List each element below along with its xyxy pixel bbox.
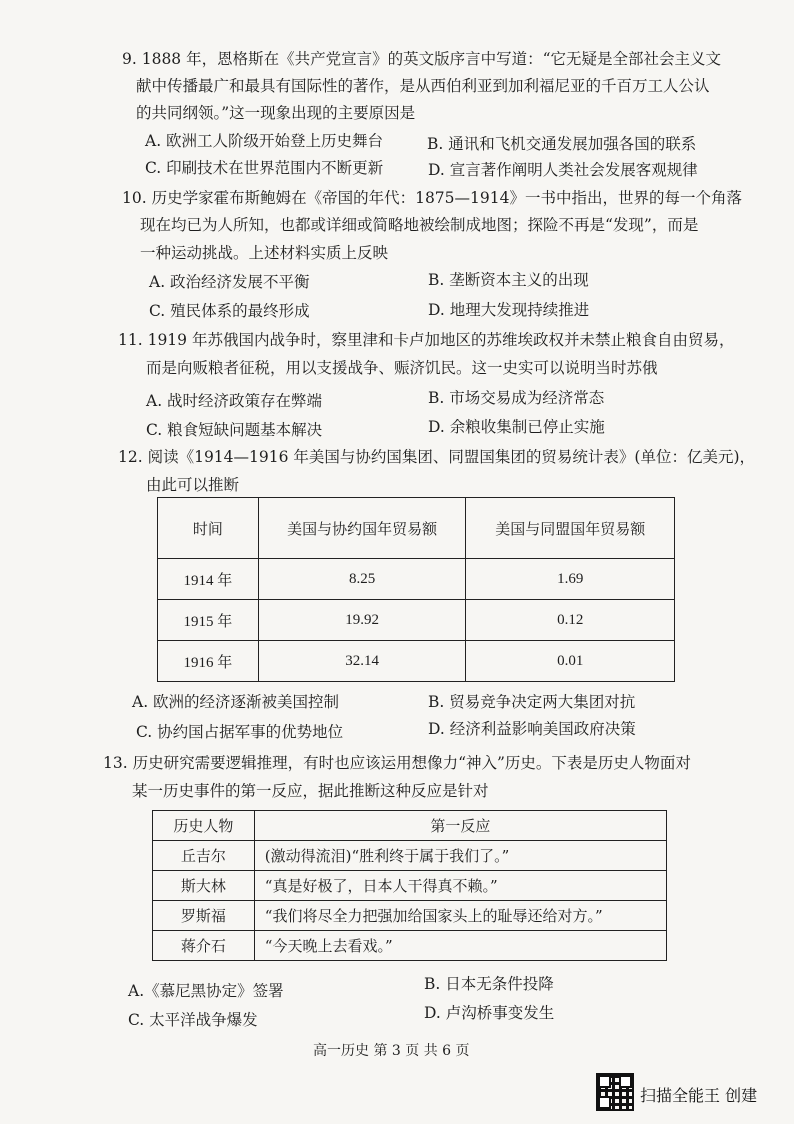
table-cell: 1914 年 [158, 559, 259, 600]
question-stem: 的共同纲领。”这一现象出现的主要原因是 [136, 104, 416, 122]
option-c: C. 协约国占据军事的优势地位 [136, 723, 344, 741]
table-cell: (激动得流泪)“胜利终于属于我们了。” [254, 841, 666, 871]
option-b: B. 通讯和飞机交通发展加强各国的联系 [427, 135, 697, 153]
table-cell: 斯大林 [153, 871, 255, 901]
table-row [153, 871, 667, 901]
table-cell: “真是好极了，日本人干得真不赖。” [254, 871, 666, 901]
question-stem: 12. 阅读《1914—1916 年美国与协约国集团、同盟国集团的贸易统计表》(单位：亿美元)， [118, 448, 755, 466]
option-a: A. 欧洲工人阶级开始登上历史舞台 [145, 132, 384, 150]
option-c: C. 太平洋战争爆发 [128, 1011, 258, 1029]
option-a: A. 政治经济发展不平衡 [149, 273, 310, 291]
column-header: 时间 [158, 498, 259, 559]
table-cell: 1916 年 [158, 641, 259, 682]
option-c: C. 殖民体系的最终形成 [149, 302, 310, 320]
table-cell: 32.14 [258, 641, 466, 682]
reaction-table [152, 810, 667, 961]
table-header-row [158, 498, 675, 559]
qr-code-icon [598, 1075, 632, 1109]
option-a: A.《慕尼黑协定》签署 [128, 982, 284, 1000]
table-row [158, 600, 675, 641]
table-row [153, 841, 667, 871]
column-header: 历史人物 [153, 811, 255, 841]
question-stem: 某一历史事件的第一反应，据此推断这种反应是针对 [132, 782, 489, 800]
table-row [153, 901, 667, 931]
table-cell: 0.12 [466, 600, 675, 641]
table-cell: 1915 年 [158, 600, 259, 641]
question-stem: 11. 1919 年苏俄国内战争时，察里津和卡卢加地区的苏维埃政权并未禁止粮食自由贸易， [118, 331, 735, 349]
column-header: 美国与同盟国年贸易额 [466, 498, 675, 559]
scanner-watermark: 扫描全能王 创建 [640, 1086, 758, 1105]
table-cell: “我们将尽全力把强加给国家头上的耻辱还给对方。” [254, 901, 666, 931]
option-d: D. 经济利益影响美国政府决策 [428, 720, 636, 738]
table-header-row [153, 811, 667, 841]
option-c: C. 粮食短缺问题基本解决 [146, 421, 323, 439]
question-stem: 13. 历史研究需要逻辑推理，有时也应该运用想像力“神入”历史。下表是历史人物面对 [103, 754, 691, 772]
option-d: D. 地理大发现持续推进 [428, 301, 590, 319]
question-stem: 9. 1888 年，恩格斯在《共产党宣言》的英文版序言中写道：“它无疑是全部社会主义文 [122, 50, 722, 68]
table-row [158, 641, 675, 682]
page-footer: 高一历史 第 3 页 共 6 页 [313, 1043, 470, 1059]
table-cell: 罗斯福 [153, 901, 255, 931]
option-b: B. 市场交易成为经济常态 [428, 389, 605, 407]
option-b: B. 日本无条件投降 [424, 975, 554, 993]
option-a: A. 战时经济政策存在弊端 [146, 392, 323, 410]
option-b: B. 贸易竞争决定两大集团对抗 [428, 693, 636, 711]
option-b: B. 垄断资本主义的出现 [428, 271, 589, 289]
question-stem: 而是向贩粮者征税，用以支援战争、赈济饥民。这一史实可以说明当时苏俄 [146, 359, 658, 377]
option-d: D. 余粮收集制已停止实施 [428, 418, 605, 436]
question-stem: 10. 历史学家霍布斯鲍姆在《帝国的年代：1875—1914》一书中指出，世界的每一个角落 [122, 189, 742, 207]
table-cell: 丘吉尔 [153, 841, 255, 871]
question-stem: 现在均已为人所知，也都或详细或简略地被绘制成地图；探险不再是“发现”，而是 [140, 216, 699, 234]
option-d: D. 卢沟桥事变发生 [424, 1004, 555, 1022]
table-cell: 0.01 [466, 641, 675, 682]
question-stem: 由此可以推断 [146, 476, 240, 494]
table-cell: 蒋介石 [153, 931, 255, 961]
option-c: C. 印刷技术在世界范围内不断更新 [145, 159, 384, 177]
table-cell: 19.92 [258, 600, 466, 641]
option-d: D. 宣言著作阐明人类社会发展客观规律 [428, 161, 698, 179]
table-row [158, 559, 675, 600]
option-a: A. 欧洲的经济逐渐被美国控制 [132, 693, 340, 711]
table-cell: 1.69 [466, 559, 675, 600]
question-stem: 献中传播最广和最具有国际性的著作，是从西伯利亚到加利福尼亚的千百万工人公认 [136, 77, 710, 95]
table-cell: “今天晚上去看戏。” [254, 931, 666, 961]
table-cell: 8.25 [258, 559, 466, 600]
trade-table [157, 497, 675, 682]
column-header: 第一反应 [254, 811, 666, 841]
column-header: 美国与协约国年贸易额 [258, 498, 466, 559]
table-row [153, 931, 667, 961]
question-stem: 一种运动挑战。上述材料实质上反映 [140, 244, 389, 262]
